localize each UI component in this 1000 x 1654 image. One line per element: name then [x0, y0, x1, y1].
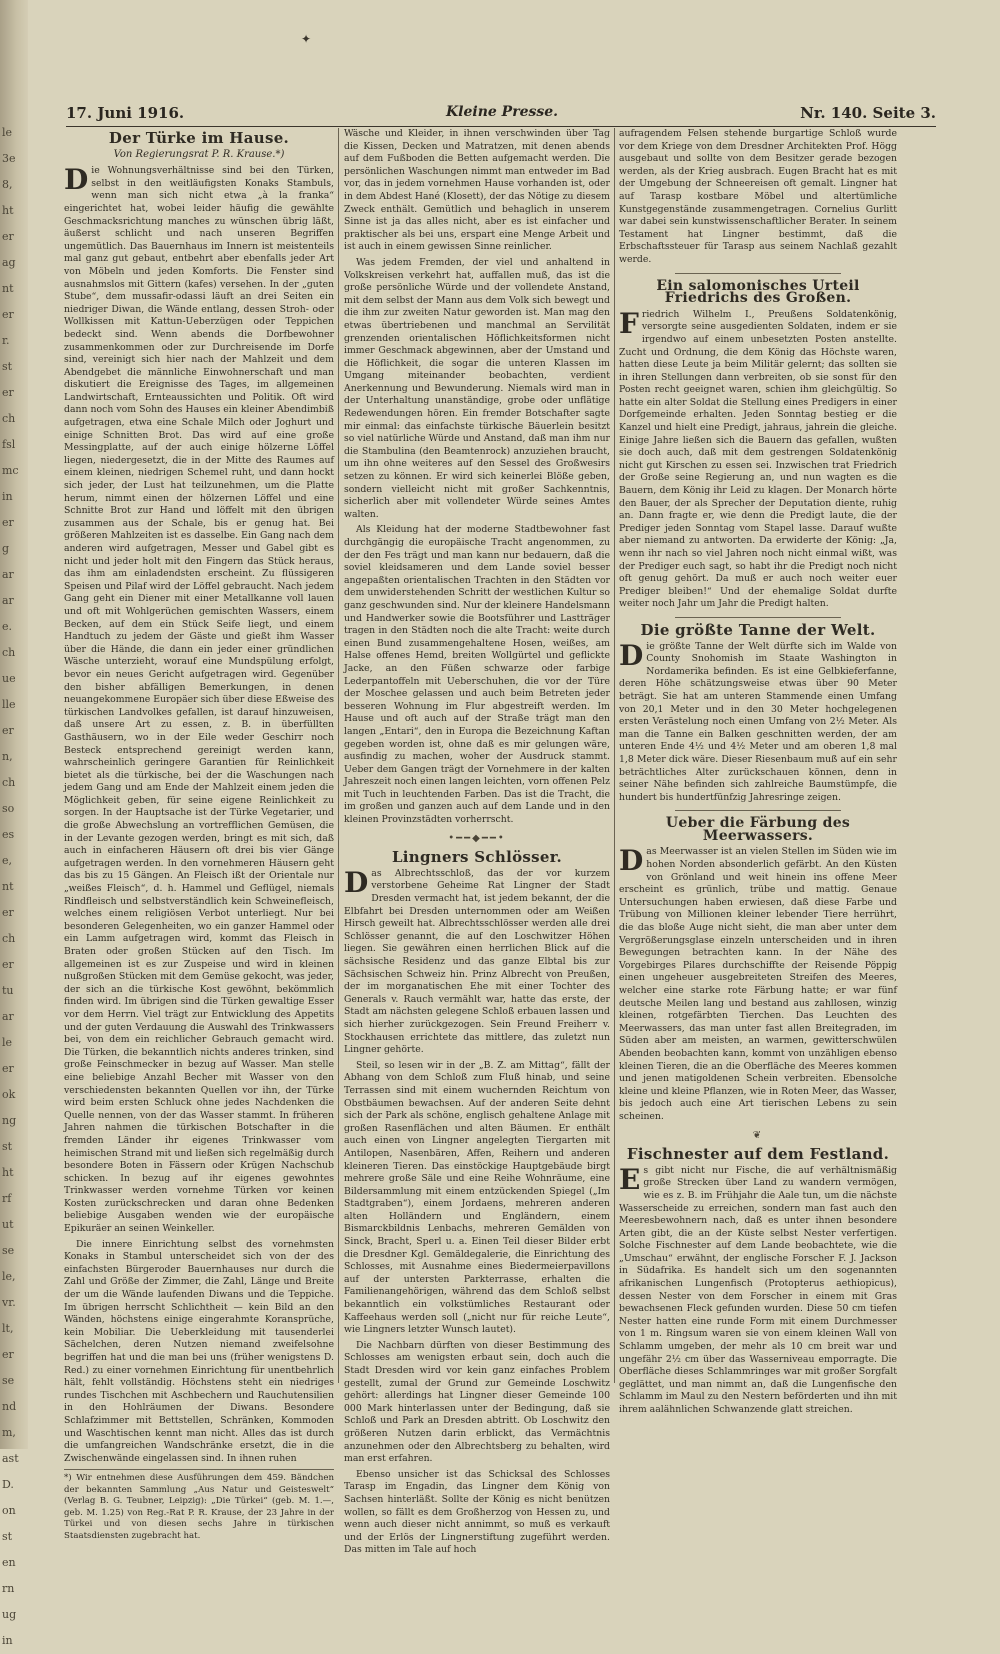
margin-fragment: ok — [2, 1088, 16, 1101]
margin-fragment: le, — [2, 1270, 16, 1283]
margin-fragment: st — [2, 1530, 13, 1543]
column-2 — [344, 128, 610, 1556]
previous-page-margin-text — [2, 120, 24, 1654]
margin-fragment: ar — [2, 568, 14, 581]
margin-fragment: vr. — [2, 1296, 16, 1309]
margin-fragment: nt — [2, 880, 14, 893]
article-title: Ueber die Färbung des Meerwassers. — [665, 815, 851, 844]
column-3 — [619, 128, 897, 1415]
article-paragraph: Was jedem Fremden, der viel und anhaltend in Volkskreisen verkehrt hat, auffallen muß, das ist die große persönliche Würde und der vollendete Anstand, mit dem selbst der Mann aus dem Volk sich bewegt und die ihm zur zweiten Natur geworden ist. Man mag den etwas übertriebenen und manchmal an Servilität grenzenden orientalischen Höflichkeitsformen nicht immer Geschmack abgewinnen, aber der Umstand und die Höflichkeit, die sogar die unteren Klassen im Umgang miteinander beobachten, verdient Anerkennung und Bewunderung. Niemals wird man in der Unterhaltung unanständige, grobe oder unflätige Redewendungen hören. Ein fremder Botschafter sagte mir einmal: das einfachste türkische Bäuerlein besitzt so viel natürliche Würde und Anstand, daß man ihm nur die Stambulina (den Beamtenrock) anzuziehen braucht, um ihn ohne weiteres auf den Sessel des Großwesirs setzen zu können. Er wird sich keinerlei Blöße geben, sondern vielleicht nicht mit großer Sachkenntnis, sicherlich aber mit vollendeter Würde seines Amtes walten. — [344, 256, 610, 520]
article-paragraph: Es gibt nicht nur Fische, die auf verhältnismäßig große Strecken über Land zu wandern vermögen, wie es z. B. im Frühjahr die Aale tun, um die nächste Wasserscheide zu erreichen, sondern man fast auch den Meeresbewohnern nach, daß es unter ihnen besondere Arten gibt, die an der Küste selbst Nester verfertigen. Solche Fischnester auf dem Lande beobachtete, wie die „Umschau“ erwähnt, der englische Forscher F. J. Jackson in Südafrika. Es handelt sich um den sogenannten afrikanischen Lungenfisch (Protopterus aethiopicus), dessen Nester von dem Forscher in einem mit Gras bewachsenen Fleck gefunden wurden. Diese 50 cm tiefen Nester hatten eine runde Form mit einem Durchmesser von 1 m. Ringsum waren sie von einem kleinen Wall von Schlamm umgeben, der mehr als 10 cm breit war und ungefähr 2½ cm über das Wasserniveau emporragte. Die Oberfläche dieses Schlammringes war mit großer Sorgfalt geglättet, und man nimmt an, daß die Lungenfische den Schlamm im Maul zu den Nestern beförderten und ihn mit ihrem aalähnlichen Schwanzende glatt streichen. — [619, 1162, 897, 1415]
margin-fragment: 8, — [2, 178, 13, 191]
margin-fragment: tu — [2, 984, 14, 997]
margin-fragment: e, — [2, 854, 13, 867]
margin-fragment: ar — [2, 594, 14, 607]
pin-mark: ✦ — [301, 32, 312, 46]
drop-cap: F — [619, 306, 639, 340]
article-paragraph: Das Albrechtsschloß, das der vor kurzem verstorbene Geheime Rat Lingner der Stadt Dresden vermacht hat, ist jedem bekannt, der die Elbfahrt bei Dresden unternommen oder am Weißen Hirsch geweilt hat. Albrechtsschlösser werden alle drei Schlösser genannt, die auf den Loschwitzer Höhen liegen. Sie gewähren einen herrlichen Blick auf die sächsische Residenz und das ganze Elbtal bis zur Sächsischen Schweiz hin. Prinz Albrecht von Preußen, der im morganatischen Ehe mit einer Tochter des Generals v. Rauch vermählt war, hatte das erste, der Stadt am nächsten gelegene Schloß erbauen lassen und sich hierher zurückgezogen. Sein Freund Freiherr v. Stockhausen errichtete das mittlere, das zuletzt nun Lingner gehörte. — [344, 865, 610, 1056]
header-paper-name: Kleine Presse. — [446, 104, 559, 120]
article-title: Ein salomonisches Urteil Friedrichs des Großen. — [656, 277, 860, 307]
article-paragraph: Die innere Einrichtung selbst des vornehmsten Konaks in Stambul unterscheidet sich von der des einfachsten Bürgeroder Bauernhauses nur durch die Zahl und Größe der Zimmer, die Zahl, Länge und Breite der um die Wände laufenden Diwans und die Teppiche. Im übrigen herrscht Schlichtheit — kein Bild an den Wänden, höchstens einige eingerahmte Koransprüche, kein Mobiliar. Die Ueberkleidung mit tausenderlei Sächelchen, deren Nutzen niemand zweifelsohne begriffen hat und die man bei uns (früher wenigstens D. Red.) zu einer vornehmen Einrichtung für unentbehrlich hält, fehlt vollständig. Höchstens steht ein niedriges rundes Tischchen mit Aschbechern und Rauchutensilien in den Hohlräumen der Diwans. Besondere Schlafzimmer mit Bettstellen, Schränken, Kommoden und Waschtischen kennt man nicht. Alles das ist durch die umfangreichen Wandschränke ersetzt, die in die Zwischenwände eingelassen sind. In ihnen ruhen — [64, 1238, 334, 1464]
margin-fragment: ch — [2, 412, 16, 425]
article-byline: Von Regierungsrat P. R. Krause.*) — [113, 148, 285, 160]
margin-fragment: m, — [2, 1426, 16, 1439]
margin-fragment: ast — [2, 1452, 19, 1465]
margin-fragment: ht — [2, 1166, 14, 1179]
margin-fragment: er — [2, 516, 14, 529]
margin-fragment: se — [2, 1244, 15, 1257]
drop-cap: D — [64, 163, 89, 197]
article-paragraph: Friedrich Wilhelm I., Preußens Soldatenkönig, versorgte seine ausgedienten Soldaten, indem er sie irgendwo auf einem unbesetzten Posten anstellte. Zucht und Ordnung, die dem König das Höchste waren, hatten diese Leute ja beim Militär gelernt; das sollten sie in ihren Stellungen dann verbreiten, ob sie sonst für den Posten recht geeignet waren, schien ihm gleichgültig. So hatte ein alter Soldat die Stellung eines Predigers in einer Dorfgemeinde erhalten. Jeden Sonntag bestieg er die Kanzel und hielt eine Predigt, jahraus, jahrein die gleiche. Einige Jahre ließen sich die Bauern das gefallen, wußten sie doch auch, daß mit dem gestrengen Soldatenkönig nicht gut Kirschen zu essen sei. Inzwischen trat Friedrich der Große seine Regierung an, und nun wagten es die Bauern, dem König ihr Leid zu klagen. Der Monarch hörte den Bauer, der als Sprecher der Deputation diente, ruhig an. Dann fragte er, wie denn die Predigt laute, die der Prediger jeden Sonntag vom Stapel lasse. Darauf wußte aber niemand zu antworten. Da erwiderte der König: „Ja, wenn ihr nach so viel Jahren noch nicht einmal wißt, was der Prediger euch sagt, so habt ihr die Predigt noch nicht oft genug gehört. Da muß er auch noch weiter euer Prediger bleiben!“ Und der ehemalige Soldat durfte weiter noch Jahr um Jahr die Predigt halten. — [619, 306, 897, 610]
margin-fragment: le — [2, 126, 13, 139]
header-issue-page: Nr. 140. Seite 3. — [800, 104, 936, 122]
margin-fragment: nd — [2, 1400, 17, 1413]
article-paragraph: Das Meerwasser ist an vielen Stellen im Süden wie im hohen Norden absonderlich gefärbt. An den Küsten von Grönland und weit hinein ins offene Meer erscheint es grünlich, trübe und mattig. Genaue Untersuchungen haben erwiesen, daß diese Farbe und Trübung von Millionen kleiner lebender Tiere herrührt, die das bloße Auge nicht sieht, die man aber unter dem Vergrößerungsglase einzeln unterscheiden und in ihren Bewegungen betrachten kann. In der Nähe des Vorgebirges Pilares durchschiffte der Reisende Pöppig einen ungeheuer ausgebreiteten Streifen des Meeres, welcher eine starke rote Färbung hatte; er war fünf deutsche Meilen lang und bestand aus zahllosen, winzig kleinen, rotgefärbten Tierchen. Das Leuchten des Meerwassers, das man unter fast allen Breitegraden, im Süden aber am meisten, an warmen, gewitterschwülen Abenden beobachten kann, kommt von unzähligen ebenso kleinen Tieren, die an die Oberfläche des Meeres kommen und jenen matigoldenen Schein verbreiten. Ebensolche kleine und kleine Pflanzen, wie in Roten Meer, das Wasser, bis jedoch auch eine Art tierischen Lebens zu sein scheinen. — [619, 844, 897, 1122]
article-paragraph: aufragendem Felsen stehende burgartige Schloß wurde vor dem Kriege von dem Dresdner Architekten Prof. Högg ausgebaut und sollte von dem Besitzer gerade bezogen werden, als der Krieg ausbrach. Eugen Bracht hat es mit der Umgebung der Schneereisen oft gemalt. Lingner hat auf Tarasp kostbare Möbel und altertümliche Kunstgegenstände zusammengetragen. Cornelius Gurlitt war dabei sein kunstwissenschaftlicher Berater. In seinem Testament hat Lingner bestimmt, daß die Erbschaftssteuer für Tarasp aus seinem Nachlaß gezahlt werde. — [619, 128, 897, 265]
article-paragraph: Die Wohnungsverhältnisse sind bei den Türken, selbst in den weitläufigsten Konaks Stambuls, wenn man sich nicht etwa „à la franka“ eingerichtet hat, wobei leider häufig die gewählte Geschmacksrichtung manches zu wünschen übrig läßt, äußerst schlicht und nach unseren Begriffen ungemütlich. Das Bauernhaus im Innern ist meistenteils mal ganz gut gebaut, entbehrt aber ebenfalls jeder Art von Möbeln und jeden Komforts. Die Fenster sind ausnahmslos mit Gittern (kafes) versehen. In der „guten Stube“, dem mussafir-odassi läuft an drei Seiten ein niedriger Diwan, die Wände entlang, dessen Stroh- oder Wollkissen mit Kattun-Ueberzügen oder Teppichen bedeckt sind. Wenn abends die Dorfbewohner zusammenkommen oder zur Durchreisende im Dorfe sind, vereinigt sich hier nach der Mahlzeit und dem Abendgebet die männliche Einwohnerschaft und man diskutiert die Ereignisse des Tages, im allgemeinen Landwirtschaft, Ernteaussichten und Politik. Oft wird dann noch vom Sohn des Hauses ein kleiner Abendimbiß aufgetragen, etwa eine Schale Milch oder Joghurt und einige Schnitten Brot. Das wird auf eine große Messingplatte, auf der auch einige hölzerne Löffel liegen, niedergesetzt, die in der Mitte des Raumes auf einem kleinen, niedrigen Schemel ruht, und dann hockt sich jeder, der Lust hat teilzunehmen, um die Platte herum, nimmt einen der hölzernen Löffel und eine Schnitte Brot zur Hand und löffelt mit den übrigen zusammen aus der Schale, bis er genug hat. Bei größeren Mahlzeiten ist es dasselbe. Ein Gang nach dem anderen wird aufgetragen, Messer und Gabel gibt es nicht und jeder holt mit den Fingern das Stück heraus, das ihm am einladendsten erscheint. Zu flüssigeren Speisen und Pilaf wird der Löffel gebraucht. Nach jedem Gang geht ein Diener mit einer Metallkanne voll lauen und oft mit Wohlgerüchen gemischten Wassers, einem Becken, auf dem ein Stück Seife liegt, und einem Handtuch zu jedem der Gäste und gießt ihm Wasser über die Hände, die dann ein jeder einer gründlichen Wäsche unterzieht, worauf eine Mundspülung erfolgt, bevor ein neues Gericht aufgetragen wird. Gegenüber den bisher abfälligen Bemerkungen, in denen neuangekommene Europäer sich über diese Eßweise des türkischen Landvolkes gefallen, ist darauf hinzuweisen, daß unsere Art zu essen, z. B. in überfüllten Gasthäusern, wo in der Eile weder Geschirr noch Besteck entsprechend gereinigt werden kann, wahrscheinlich geringere Garantien für Reinlichkeit bietet als die türkische, bei der die Waschungen nach jedem Gang und am Ende der Mahlzeit einem jeden die Möglichkeit geben, für seine eigene Reinlichkeit zu sorgen. In der Hauptsache ist der Türke Vegetarier, und die große Abwechslung an vortrefflichen Gemüsen, die in der Levante gezogen werden, bringt es mit sich, daß auch in einfacheren Häusern oft drei bis vier Gänge aufgetragen werden. In den vornehmeren Häusern geht das bis zu 15 Gängen. An Fleisch ißt der Orientale nur „weißes Fleisch“, d. h. Hammel und Geflügel, niemals Rindfleisch und selbstverständlich kein Schweinefleisch, welches einem religiösen Verbot unterliegt. Nur bei besonderen Gelegenheiten, wo ein ganzer Hammel oder ein Lamm aufgetragen wird, kommt das Fleisch in Braten oder großen Stücken auf den Tisch. Im allgemeinen ist es zur Zuspeise und wird in kleinen nußgroßen Stücken mit dem Gemüse gekocht, was jeder, der sich an die türkische Kost gewöhnt, bekömmlich finden wird. Im übrigen sind die Türken gewaltige Esser vor dem Herrn. Viel trägt zur Entwicklung des Appetits und der guten Verdauung die Auswahl des Trinkwassers bei, von dem ein reichlicher Gebrauch gemacht wird. Die Türken, die bekanntlich nichts anderes trinken, sind große Feinschmecker in bezug auf Wasser. Man stelle eine beliebige Anzahl Becher mit Wasser von den verschiedensten bekannten Quellen vor ihn, der Türke wird beim ersten Schluck ohne jedes Nachdenken die Quelle nennen, von der das Wasser stammt. In früheren Jahren nahmen die türkischen Botschafter in die fremden Länder ihr eigenes Trinkwasser vom heimischen Strand mit und ließen sich regelmäßig durch besondere Boten in Fässern oder Krügen Nachschub schicken. In bezug auf ihr eigenes gewohntes Trinkwasser werden vornehme Türken vor keinen Kosten zurückschrecken und daran ohne Bedenken beliebige Ausgaben wenden wie der europäische Epikuräer an seinen Weinkeller. — [64, 163, 334, 1235]
margin-fragment: 3e — [2, 152, 16, 165]
margin-fragment: lt, — [2, 1322, 14, 1335]
margin-fragment: rf — [2, 1192, 12, 1205]
article-title: Die größte Tanne der Welt. — [640, 620, 876, 639]
header-date: 17. Juni 1916. — [66, 104, 185, 122]
article-paragraph: Die Nachbarn dürften von dieser Bestimmung des Schlosses am wenigsten erbaut sein, doch auch die Stadt Dresden wird vor kein ganz einfaches Problem gestellt, zumal der Grund zur Gemeinde Loschwitz gehört: allerdings hat Lingner dieser Gemeinde 100 000 Mark hinterlassen unter der Bedingung, daß sie Schloß und Park an Dresden abtritt. Ob Loschwitz den größeren Nutzen darin erblickt, das Vermächtnis anzunehmen oder den Albrechtsberg zu behalten, wird man erst erfahren. — [344, 1339, 610, 1465]
margin-fragment: ar — [2, 1010, 14, 1023]
margin-fragment: ug — [2, 1608, 17, 1621]
margin-fragment: er — [2, 386, 14, 399]
divider — [675, 810, 842, 811]
footnote: *) Wir entnehmen diese Ausführungen dem 459. Bändchen der bekannten Sammlung „Aus Natur und Geisteswelt“ (Verlag B. G. Teubner, Leipzig): „Die Türkei“ (geb. M. 1.—, geb. M. 1.25) von Reg.-Rat P. R. Krause, der 23 Jahre in der Türkei und von diesen sechs Jahre in türkischen Staatsdiensten zugebracht hat. — [64, 1469, 334, 1542]
margin-fragment: ng — [2, 1114, 17, 1127]
margin-fragment: e. — [2, 620, 13, 633]
article-title: Lingners Schlösser. — [391, 848, 563, 867]
article-paragraph: Ebenso unsicher ist das Schicksal des Schlosses Tarasp im Engadin, das Lingner dem König von Sachsen hinterläßt. Sollte der König es nicht benützen wollen, so fällt es dem Großherzog von Hessen zu, und wenn auch dieser nicht annimmt, so muß es verkauft und der Erlös der Lingnerstiftung zugeführt werden. Das mitten im Tale auf hoch — [344, 1468, 610, 1556]
page-header — [66, 102, 936, 127]
divider — [675, 273, 842, 274]
margin-fragment: in — [2, 1634, 13, 1647]
column-rule — [614, 128, 615, 1383]
margin-fragment: st — [2, 1140, 13, 1153]
margin-fragment: D. — [2, 1478, 14, 1491]
article-paragraph: Wäsche und Kleider, in ihnen verschwinden über Tag die Kissen, Decken und Matratzen, mit denen abends auf dem Fußboden die Betten aufgemacht werden. Die persönlichen Waschungen nimmt man entweder im Bad vor, das in jedem vornehmen Hause vorhanden ist, oder in dem Abdest Hané (Klosett), der das Nötige zu diesem Zweck enthält. Gemütlich und behaglich in unserem Sinne ist ja das alles nicht, aber es ist einfacher und praktischer als bei uns, erspart eine Menge Arbeit und ist auch in einem gewissen Sinne reinlicher. — [344, 128, 610, 253]
margin-fragment: er — [2, 230, 14, 243]
drop-cap: D — [619, 844, 644, 878]
margin-fragment: ch — [2, 646, 16, 659]
margin-fragment: er — [2, 724, 14, 737]
newspaper-page — [36, 0, 976, 1556]
article-paragraph: Als Kleidung hat der moderne Stadtbewohner fast durchgängig die europäische Tracht angenommen, zu der den Fes trägt und man kann nur bedauern, daß die soviel kleidsameren und dem Lande soviel besser angepaßten orientalischen Trachten in den Städten vor dem unwiderstehenden Schritt der westlichen Kultur so ganz geschwunden sind. Nur der kleinere Handelsmann und Handwerker sowie die Bootsführer und Lastträger tragen in den Städten noch die alte Tracht: weite durch einen Bund zusammengehaltene Hosen, weißes, am Halse offenes Hemd, breiten Wollgürtel und geflickte Jacke, an den Füßen schwarze oder farbige Lederpantoffeln mit Ueberschuhen, die vor der Türe der Moschee gelassen und auch beim Betreten jeder besseren Wohnung im Flur abgestreift werden. Im Hause und oft auch auf der Straße trägt man den langen „Entari“, den in Europa die Bezeichnung Kaftan gegeben worden ist, ohne daß es mir gelungen wäre, ausfindig zu machen, woher der Ausdruck stammt. Ueber dem Gangen trägt der Vornehmere in der kalten Jahreszeit noch einen langen leichten, vorn offenen Pelz mit Tuch in leuchtenden Farben. Das ist die Tracht, die im großen und ganzen auch auf dem Lande und in den kleinen Provinzstädten vorherrscht. — [344, 524, 610, 826]
margin-fragment: on — [2, 1504, 16, 1517]
margin-fragment: er — [2, 1062, 14, 1075]
margin-fragment: lle — [2, 698, 16, 711]
margin-fragment: er — [2, 906, 14, 919]
margin-fragment: ag — [2, 256, 16, 269]
margin-fragment: ue — [2, 672, 16, 685]
article-title: Fischnester auf dem Festland. — [626, 1145, 890, 1164]
article-title: Der Türke im Hause. — [108, 129, 290, 147]
margin-fragment: ht — [2, 204, 14, 217]
margin-fragment: rn — [2, 1582, 15, 1595]
margin-fragment: st — [2, 360, 13, 373]
margin-fragment: nt — [2, 282, 14, 295]
article-paragraph: Die größte Tanne der Welt dürfte sich im Walde von County Snohomish im Staate Washington in Nordamerika befinden. Es ist eine Gelbkieferfanne, deren Höhe schätzungsweise etwas über 90 Meter beträgt. Sie hat am unteren Stammende einen Umfang von 20,1 Meter und in den 30 Meter hochgelegenen ersten Verästelung noch einen Umfang von 2½ Meter. Als man die Tanne ein Balken geschnitten werden, der am unteren Ende 4½ und 4½ Meter und am oberen 1,8 mal 1,8 Meter dick wäre. Dieser Riesenbaum muß auf ein sehr beträchtliches Alter zurückschauen können, denn in seiner Nähe befinden sich zahlreiche Baumstümpfe, die hundert bis hundertfünfzig Jahresringe zeigen. — [619, 638, 897, 803]
drop-cap: D — [619, 638, 644, 672]
margin-fragment: ch — [2, 776, 16, 789]
margin-fragment: g — [2, 542, 10, 555]
margin-fragment: en — [2, 1556, 16, 1569]
margin-fragment: r. — [2, 334, 10, 347]
margin-fragment: ch — [2, 932, 16, 945]
divider — [675, 617, 842, 618]
drop-cap: D — [344, 865, 369, 899]
margin-fragment: so — [2, 802, 15, 815]
ornament-divider: •━━◆━━• — [448, 832, 506, 844]
margin-fragment: er — [2, 958, 14, 971]
margin-fragment: mc — [2, 464, 19, 477]
margin-fragment: le — [2, 1036, 13, 1049]
ornament-divider: ❦ — [752, 1129, 764, 1141]
margin-fragment: er — [2, 1348, 14, 1361]
margin-fragment: n, — [2, 750, 13, 763]
drop-cap: E — [619, 1162, 641, 1196]
article-paragraph: Steil, so lesen wir in der „B. Z. am Mittag“, fällt der Abhang von dem Schloß zum Fluß hinab, und seine Terrassen sind mit einem wuchernden Reichtum von Obstbäumen bewachsen. Auf der anderen Seite dehnt sich der Park als schöne, englisch gehaltene Anlage mit großen Rasenflächen und alten Bäumen. Er enthält auch einen von Lingner angelegten Tiergarten mit Antilopen, Nasenbären, Affen, Reihern und anderen kleineren Tieren. Das einstöckige Hauptgebäude birgt mehrere große Säle und eine Reihe Wohnräume, eine Bildersammlung mit einem entzückenden Spiegel („Im Stadtgraben“), einem Jordaens, mehreren anderen alten Holländern und Engländern, einem Bismarckbildnis Lenbachs, mehreren Gemälden von Sinck, Bracht, Sperl u. a. Einen Teil dieser Bilder erbt die Dresdner Kgl. Gemäldegalerie, die Einrichtung des Schlosses, mit Ausnahme eines Biedermeierpavillons auf der untersten Parkterrasse, erhalten die Familienangehörigen, während das dem Schloß selbst bekanntlich ein volkstümliches Restaurant oder Kaffeehaus werden soll („nicht nur für reiche Leute“, wie Lingners letzter Wunsch lautet). — [344, 1059, 610, 1336]
margin-fragment: se — [2, 1374, 15, 1387]
margin-fragment: es — [2, 828, 15, 841]
margin-fragment: er — [2, 308, 14, 321]
margin-fragment: in — [2, 490, 13, 503]
margin-fragment: ut — [2, 1218, 14, 1231]
margin-fragment: fsl — [2, 438, 16, 451]
column-rule — [338, 128, 339, 1383]
column-1 — [64, 128, 334, 1541]
